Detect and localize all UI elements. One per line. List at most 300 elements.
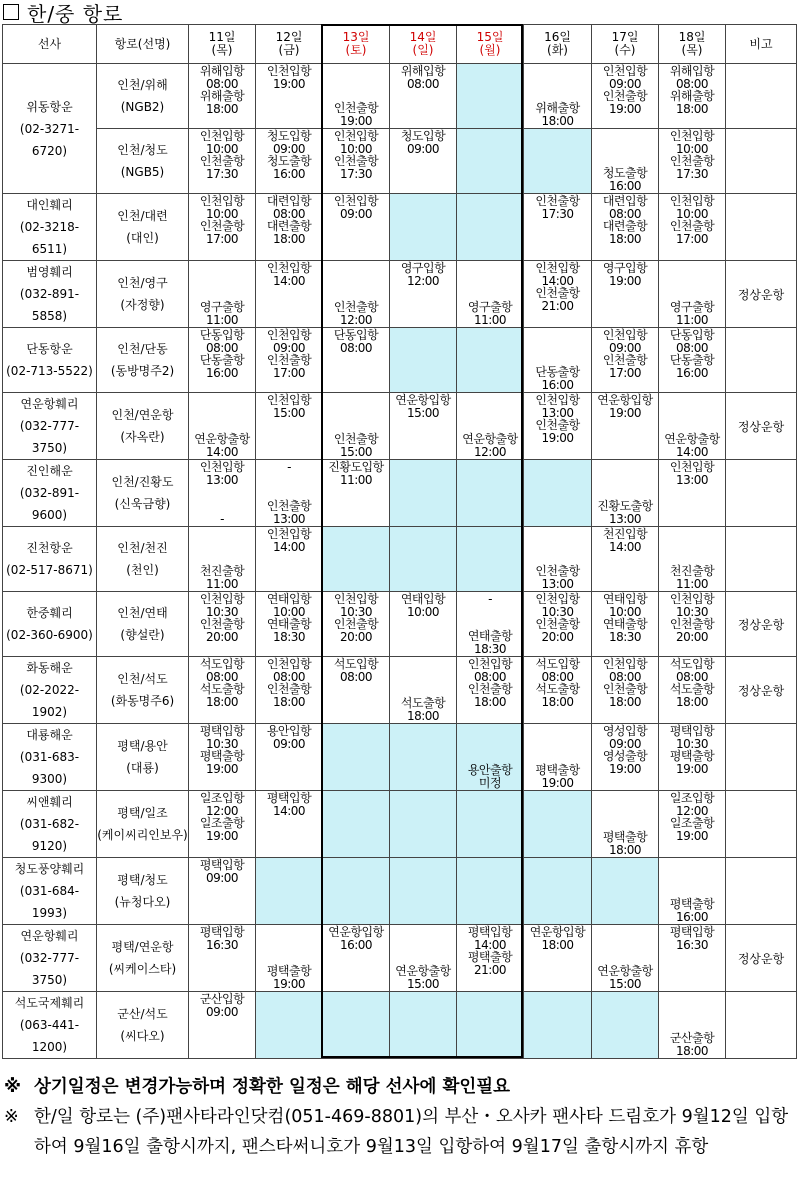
company-phone: (02-3271-6720) bbox=[19, 121, 80, 158]
schedule-bottom bbox=[401, 697, 445, 722]
table-row bbox=[3, 858, 797, 925]
schedule-cell-content bbox=[524, 262, 591, 326]
header-day bbox=[659, 25, 726, 64]
header-day bbox=[457, 25, 524, 64]
note-mark: ※ bbox=[4, 1107, 19, 1127]
schedule-text: 인천출항 bbox=[333, 154, 379, 168]
schedule-top bbox=[200, 130, 244, 180]
schedule-cell-content bbox=[323, 993, 389, 1057]
header-day bbox=[323, 25, 390, 64]
schedule-text: 13:00 bbox=[541, 405, 574, 420]
schedule-cell-content bbox=[189, 658, 255, 722]
notes-section bbox=[4, 1072, 796, 1162]
schedule-bottom bbox=[670, 1032, 714, 1057]
schedule-cell-content bbox=[189, 461, 255, 525]
ship-name: (NGB2) bbox=[120, 100, 165, 114]
schedule-cell-content bbox=[390, 859, 456, 923]
company-cell bbox=[3, 657, 97, 724]
schedule-cell bbox=[390, 261, 457, 328]
note-text: 한/일 항로는 (주)팬사타라인닷컴(051-469-8801)의 부산・오사카 팬사타 드림호가 9월12일 입항하여 9월16일 출항시까지, 팬스타써니호가 9월13일 입항하여 9월17일 출항시까지 휴항 bbox=[34, 1107, 789, 1157]
schedule-text: 인천출항 bbox=[333, 101, 379, 115]
schedule-text: 18:00 bbox=[608, 231, 642, 246]
schedule-text: 인천출항 bbox=[535, 418, 580, 432]
schedule-cell bbox=[323, 925, 390, 992]
schedule-text: 19:00 bbox=[608, 101, 642, 116]
remark-cell bbox=[726, 791, 797, 858]
schedule-text: 11:00 bbox=[205, 576, 239, 591]
header-day-weekday: (목) bbox=[211, 43, 233, 57]
schedule-text: 18:00 bbox=[205, 101, 239, 116]
schedule-text: 청도출항 bbox=[266, 154, 312, 168]
company-name: 연운항훼리 bbox=[20, 397, 79, 411]
schedule-cell-content bbox=[256, 461, 322, 525]
schedule-cell-content bbox=[524, 329, 591, 391]
schedule-top bbox=[535, 593, 579, 643]
company-name: 범영훼리 bbox=[26, 265, 73, 279]
schedule-top bbox=[395, 394, 450, 419]
schedule-text: 용안출항 bbox=[467, 763, 513, 777]
remark-cell bbox=[726, 129, 797, 194]
schedule-cell-content bbox=[592, 528, 658, 590]
route-name: 평택/일조 bbox=[117, 806, 168, 820]
schedule-text: 12:00 bbox=[339, 312, 373, 327]
schedule-text: 17:30 bbox=[205, 166, 239, 181]
schedule-text: 인천입항 bbox=[199, 129, 245, 143]
schedule-cell bbox=[659, 527, 726, 592]
schedule-text: 천진입항 bbox=[602, 527, 648, 541]
schedule-top bbox=[670, 926, 714, 951]
schedule-cell-content bbox=[390, 394, 456, 458]
table-row bbox=[3, 460, 797, 527]
schedule-text: 09:00 bbox=[205, 1004, 239, 1019]
schedule-cell bbox=[524, 657, 592, 724]
schedule-text: 19:00 bbox=[675, 828, 709, 843]
schedule-text: 15:00 bbox=[339, 444, 373, 459]
schedule-cell bbox=[659, 194, 726, 261]
company-phone: (032-891-5858) bbox=[19, 287, 80, 323]
schedule-text: 17:30 bbox=[339, 166, 373, 181]
ship-name: (대룡) bbox=[126, 761, 159, 775]
schedule-cell bbox=[390, 64, 457, 129]
schedule-cell bbox=[592, 460, 659, 527]
schedule-cell bbox=[323, 393, 390, 460]
schedule-cell-content bbox=[323, 528, 389, 590]
company-phone: (031-682-9120) bbox=[19, 817, 80, 853]
schedule-cell bbox=[457, 657, 524, 724]
schedule-cell-content bbox=[524, 130, 591, 192]
header-day-date: 15일 bbox=[476, 30, 504, 44]
schedule-text: 09:00 bbox=[406, 141, 440, 156]
schedule-text: 인천입항 bbox=[199, 460, 245, 474]
schedule-text: 08:00 bbox=[205, 340, 239, 355]
schedule-cell bbox=[189, 328, 256, 393]
schedule-top bbox=[200, 926, 244, 951]
route-name: 인천/석도 bbox=[117, 672, 168, 686]
schedule-text: 19:00 bbox=[541, 775, 574, 790]
schedule-cell-content bbox=[457, 329, 523, 391]
remark-cell bbox=[726, 64, 797, 129]
schedule-cell bbox=[390, 527, 457, 592]
schedule-cell-content bbox=[524, 528, 591, 590]
schedule-cell bbox=[457, 393, 524, 460]
schedule-text: 영구출항 bbox=[199, 300, 245, 314]
schedule-text: 09:00 bbox=[608, 340, 642, 355]
schedule-text: 평택출항 bbox=[467, 950, 513, 964]
schedule-cell bbox=[189, 64, 256, 129]
header-company: 선사 bbox=[3, 25, 97, 64]
schedule-top bbox=[603, 329, 647, 379]
schedule-text: 인천출항 bbox=[266, 499, 312, 513]
schedule-bottom bbox=[220, 513, 224, 526]
schedule-text: 20:00 bbox=[339, 629, 373, 644]
schedule-cell-content bbox=[323, 725, 389, 789]
schedule-cell-content bbox=[390, 461, 456, 525]
schedule-text: 19:00 bbox=[541, 430, 574, 445]
header-row bbox=[3, 25, 797, 64]
schedule-cell bbox=[457, 791, 524, 858]
ship-name: (향설란) bbox=[120, 628, 165, 642]
schedule-cell bbox=[189, 527, 256, 592]
table-row bbox=[3, 393, 797, 460]
schedule-text: 인천출항 bbox=[333, 432, 379, 446]
schedule-text: 인천출항 bbox=[669, 219, 715, 233]
schedule-text: 평택입항 bbox=[669, 724, 715, 738]
schedule-cell bbox=[189, 261, 256, 328]
schedule-top bbox=[267, 262, 311, 287]
schedule-text: 18:00 bbox=[608, 694, 642, 709]
schedule-text: 19:00 bbox=[608, 405, 642, 420]
ship-name: (케이씨리인보우) bbox=[97, 828, 188, 842]
route-name: 평택/청도 bbox=[117, 873, 168, 887]
schedule-text: 14:00 bbox=[608, 539, 642, 554]
schedule-table bbox=[2, 24, 797, 1059]
schedule-cell-content bbox=[189, 859, 255, 923]
schedule-text: 평택출항 bbox=[602, 830, 648, 844]
schedule-cell-content bbox=[256, 130, 322, 192]
company-cell bbox=[3, 992, 97, 1059]
schedule-text: 16:00 bbox=[205, 365, 239, 380]
company-name: 씨앤훼리 bbox=[26, 795, 73, 809]
schedule-cell-content bbox=[256, 329, 322, 391]
schedule-text: 10:30 bbox=[205, 604, 239, 619]
schedule-cell bbox=[256, 592, 323, 657]
schedule-text: 18:30 bbox=[473, 641, 507, 656]
schedule-cell bbox=[592, 527, 659, 592]
schedule-cell-content bbox=[323, 658, 389, 722]
schedule-top bbox=[328, 926, 383, 951]
route-cell bbox=[97, 592, 189, 657]
schedule-cell bbox=[457, 194, 524, 261]
schedule-text: 19:00 bbox=[675, 761, 709, 776]
schedule-cell bbox=[457, 925, 524, 992]
schedule-cell-content bbox=[323, 926, 389, 990]
schedule-cell bbox=[592, 393, 659, 460]
schedule-cell bbox=[323, 992, 390, 1059]
schedule-cell bbox=[524, 992, 592, 1059]
schedule-text: 연운항입항 bbox=[395, 393, 451, 407]
schedule-cell-content bbox=[659, 394, 725, 458]
schedule-cell-content bbox=[189, 130, 255, 192]
schedule-cell-content bbox=[524, 394, 591, 458]
header-day-weekday: (수) bbox=[614, 43, 636, 57]
schedule-text: 13:00 bbox=[608, 511, 642, 526]
schedule-cell-content bbox=[390, 130, 456, 192]
schedule-text: 17:00 bbox=[675, 231, 709, 246]
schedule-top bbox=[603, 658, 647, 708]
route-name: 평택/연운항 bbox=[111, 940, 174, 954]
schedule-text: 석도출항 bbox=[400, 696, 446, 710]
schedule-body bbox=[3, 64, 797, 1059]
schedule-cell bbox=[659, 724, 726, 791]
schedule-text: 16:30 bbox=[205, 937, 239, 952]
company-phone: (063-441-1200) bbox=[19, 1018, 80, 1054]
company-name: 한중훼리 bbox=[26, 606, 73, 620]
schedule-cell bbox=[256, 194, 323, 261]
schedule-cell-content bbox=[592, 658, 658, 722]
schedule-text: 08:00 bbox=[272, 669, 306, 684]
header-day-weekday: (화) bbox=[547, 43, 568, 57]
schedule-cell-content bbox=[189, 792, 255, 856]
schedule-cell-content bbox=[457, 658, 523, 722]
schedule-text: 18:00 bbox=[205, 694, 239, 709]
schedule-text: 연운항입항 bbox=[328, 925, 384, 939]
schedule-cell-content bbox=[592, 461, 658, 525]
schedule-cell bbox=[390, 393, 457, 460]
schedule-text: 12:00 bbox=[205, 803, 239, 818]
schedule-top bbox=[401, 262, 445, 287]
schedule-text: 17:00 bbox=[205, 231, 239, 246]
company-name: 청도풍양훼리 bbox=[14, 862, 85, 876]
table-row bbox=[3, 527, 797, 592]
schedule-text: 11:00 bbox=[675, 312, 709, 327]
schedule-top bbox=[603, 725, 647, 775]
page-title-text: 한/중 항로 bbox=[27, 1, 124, 26]
schedule-cell-content bbox=[659, 329, 725, 391]
schedule-bottom bbox=[334, 301, 378, 326]
schedule-text: 인천출항 bbox=[333, 300, 379, 314]
schedule-text: 단동입항 bbox=[199, 328, 245, 342]
schedule-text: 14:00 bbox=[272, 539, 306, 554]
header-day bbox=[256, 25, 323, 64]
schedule-bottom bbox=[200, 565, 244, 590]
schedule-text: 대련입항 bbox=[602, 194, 648, 208]
schedule-cell-content bbox=[189, 926, 255, 990]
schedule-text: 위해입항 bbox=[400, 64, 446, 78]
schedule-cell bbox=[256, 858, 323, 925]
schedule-text: 20:00 bbox=[675, 629, 709, 644]
page-title bbox=[0, 0, 123, 24]
schedule-top bbox=[267, 725, 311, 750]
schedule-text: 16:30 bbox=[675, 937, 709, 952]
schedule-text: 영구출항 bbox=[669, 300, 715, 314]
schedule-top bbox=[200, 993, 244, 1018]
schedule-text: 19:00 bbox=[272, 976, 306, 991]
schedule-cell-content bbox=[457, 130, 523, 192]
schedule-cell bbox=[390, 858, 457, 925]
route-name: 인천/연태 bbox=[117, 606, 168, 620]
schedule-cell bbox=[524, 925, 592, 992]
schedule-text: 인천출항 bbox=[669, 617, 715, 631]
schedule-text: 15:00 bbox=[608, 976, 642, 991]
schedule-text: 17:00 bbox=[608, 365, 642, 380]
remark-cell bbox=[726, 460, 797, 527]
schedule-cell-content bbox=[524, 658, 591, 722]
schedule-cell bbox=[390, 328, 457, 393]
schedule-cell bbox=[323, 791, 390, 858]
table-row bbox=[3, 992, 797, 1059]
table-row bbox=[3, 261, 797, 328]
remark-cell: 정상운항 bbox=[726, 925, 797, 992]
schedule-bottom bbox=[670, 301, 714, 326]
schedule-text: 평택출항 bbox=[199, 749, 245, 763]
schedule-text: 인천입항 bbox=[266, 328, 312, 342]
schedule-text: 18:00 bbox=[541, 113, 574, 128]
schedule-text: 21:00 bbox=[473, 962, 507, 977]
schedule-text: 천진출항 bbox=[669, 564, 715, 578]
schedule-text: 14:00 bbox=[272, 273, 306, 288]
schedule-cell-content bbox=[659, 593, 725, 655]
schedule-cell-content bbox=[592, 993, 658, 1057]
schedule-text: 일조출항 bbox=[669, 816, 715, 830]
ship-name: (뉴청다오) bbox=[114, 895, 171, 909]
schedule-cell bbox=[189, 393, 256, 460]
schedule-cell-content bbox=[457, 461, 523, 525]
schedule-text: 08:00 bbox=[675, 76, 709, 91]
schedule-text: 일조출항 bbox=[199, 816, 245, 830]
schedule-top bbox=[401, 65, 445, 90]
schedule-text: 19:00 bbox=[205, 761, 239, 776]
schedule-text: 16:00 bbox=[339, 937, 373, 952]
company-name: 석도국제훼리 bbox=[14, 996, 85, 1010]
schedule-text: 단동출항 bbox=[199, 353, 245, 367]
schedule-cell bbox=[390, 791, 457, 858]
schedule-cell-content bbox=[256, 195, 322, 259]
schedule-cell bbox=[189, 657, 256, 724]
remark-cell bbox=[726, 527, 797, 592]
schedule-top bbox=[535, 658, 579, 708]
schedule-top bbox=[603, 528, 647, 553]
schedule-top bbox=[267, 195, 311, 245]
schedule-cell-content bbox=[659, 262, 725, 326]
schedule-text: 용안입항 bbox=[266, 724, 312, 738]
schedule-bottom bbox=[334, 102, 378, 127]
company-name: 연운항훼리 bbox=[20, 929, 79, 943]
schedule-top bbox=[334, 130, 378, 180]
route-cell bbox=[97, 64, 189, 129]
table-row bbox=[3, 328, 797, 393]
company-phone: (032-777-3750) bbox=[19, 951, 80, 987]
schedule-cell bbox=[390, 194, 457, 261]
schedule-cell bbox=[390, 460, 457, 527]
schedule-cell-content bbox=[457, 65, 523, 127]
schedule-text: 평택입항 bbox=[199, 858, 245, 872]
schedule-text: 인천입항 bbox=[669, 592, 715, 606]
schedule-bottom bbox=[468, 301, 512, 326]
schedule-text: 인천입항 bbox=[266, 393, 312, 407]
schedule-text: 08:00 bbox=[541, 669, 574, 684]
ship-name: (화동명주6) bbox=[110, 694, 175, 708]
company-phone: (02-2022-1902) bbox=[19, 683, 80, 719]
schedule-cell-content bbox=[524, 926, 591, 990]
schedule-text: 11:00 bbox=[675, 576, 709, 591]
schedule-text: 20:00 bbox=[541, 629, 574, 644]
ship-name: (천인) bbox=[126, 563, 159, 577]
ship-name: (동방명주2) bbox=[110, 364, 175, 378]
table-row bbox=[3, 129, 797, 194]
route-cell bbox=[97, 393, 189, 460]
schedule-top bbox=[200, 658, 244, 708]
schedule-bottom bbox=[462, 433, 517, 458]
schedule-cell-content bbox=[390, 65, 456, 127]
schedule-text: 15:00 bbox=[406, 976, 440, 991]
schedule-text: 18:00 bbox=[406, 708, 440, 723]
schedule-text: 인천입항 bbox=[602, 657, 648, 671]
schedule-cell-content bbox=[659, 993, 725, 1057]
schedule-bottom bbox=[535, 366, 579, 391]
schedule-text: 영구입항 bbox=[602, 261, 648, 275]
schedule-bottom bbox=[334, 433, 378, 458]
ship-name: (자정향) bbox=[120, 298, 165, 312]
route-name: 인천/연운항 bbox=[111, 408, 174, 422]
schedule-cell bbox=[457, 261, 524, 328]
schedule-bottom bbox=[535, 565, 579, 590]
company-phone: (02-517-8671) bbox=[6, 563, 93, 577]
schedule-text: 위해입항 bbox=[669, 64, 715, 78]
schedule-text: 인천출항 bbox=[199, 617, 245, 631]
schedule-cell-content bbox=[592, 926, 658, 990]
header-day-date: 13일 bbox=[342, 30, 370, 44]
schedule-cell bbox=[323, 592, 390, 657]
schedule-cell-content bbox=[457, 993, 523, 1057]
company-name: 대인훼리 bbox=[26, 198, 73, 212]
schedule-cell-content bbox=[390, 926, 456, 990]
schedule-bottom bbox=[535, 102, 579, 127]
schedule-top bbox=[670, 195, 714, 245]
schedule-cell-content bbox=[323, 195, 389, 259]
remark-cell bbox=[726, 858, 797, 925]
company-phone: (031-683-9300) bbox=[19, 750, 80, 786]
schedule-text: 15:00 bbox=[406, 405, 440, 420]
schedule-cell bbox=[659, 858, 726, 925]
schedule-top bbox=[670, 792, 714, 842]
schedule-text: 천진출항 bbox=[199, 564, 245, 578]
company-cell bbox=[3, 592, 97, 657]
schedule-cell-content bbox=[659, 926, 725, 990]
route-name: 인천/청도 bbox=[117, 143, 168, 157]
schedule-cell-content bbox=[524, 859, 591, 923]
schedule-cell-content bbox=[659, 725, 725, 789]
schedule-cell-content bbox=[189, 65, 255, 127]
schedule-bottom bbox=[267, 500, 311, 525]
schedule-bottom bbox=[597, 965, 652, 990]
schedule-cell bbox=[390, 925, 457, 992]
schedule-cell bbox=[592, 724, 659, 791]
schedule-text: 10:00 bbox=[608, 604, 642, 619]
schedule-text: 10:30 bbox=[339, 604, 373, 619]
schedule-top bbox=[267, 593, 311, 643]
schedule-cell-content bbox=[390, 658, 456, 722]
schedule-cell bbox=[256, 724, 323, 791]
schedule-text: 12:00 bbox=[406, 273, 440, 288]
schedule-text: 08:00 bbox=[608, 206, 642, 221]
schedule-cell-content bbox=[592, 859, 658, 923]
schedule-text: 19:00 bbox=[339, 113, 373, 128]
schedule-text: 단동입항 bbox=[333, 328, 379, 342]
table-row bbox=[3, 194, 797, 261]
schedule-bottom bbox=[670, 565, 714, 590]
schedule-text: 청도입항 bbox=[400, 129, 446, 143]
schedule-cell bbox=[256, 992, 323, 1059]
